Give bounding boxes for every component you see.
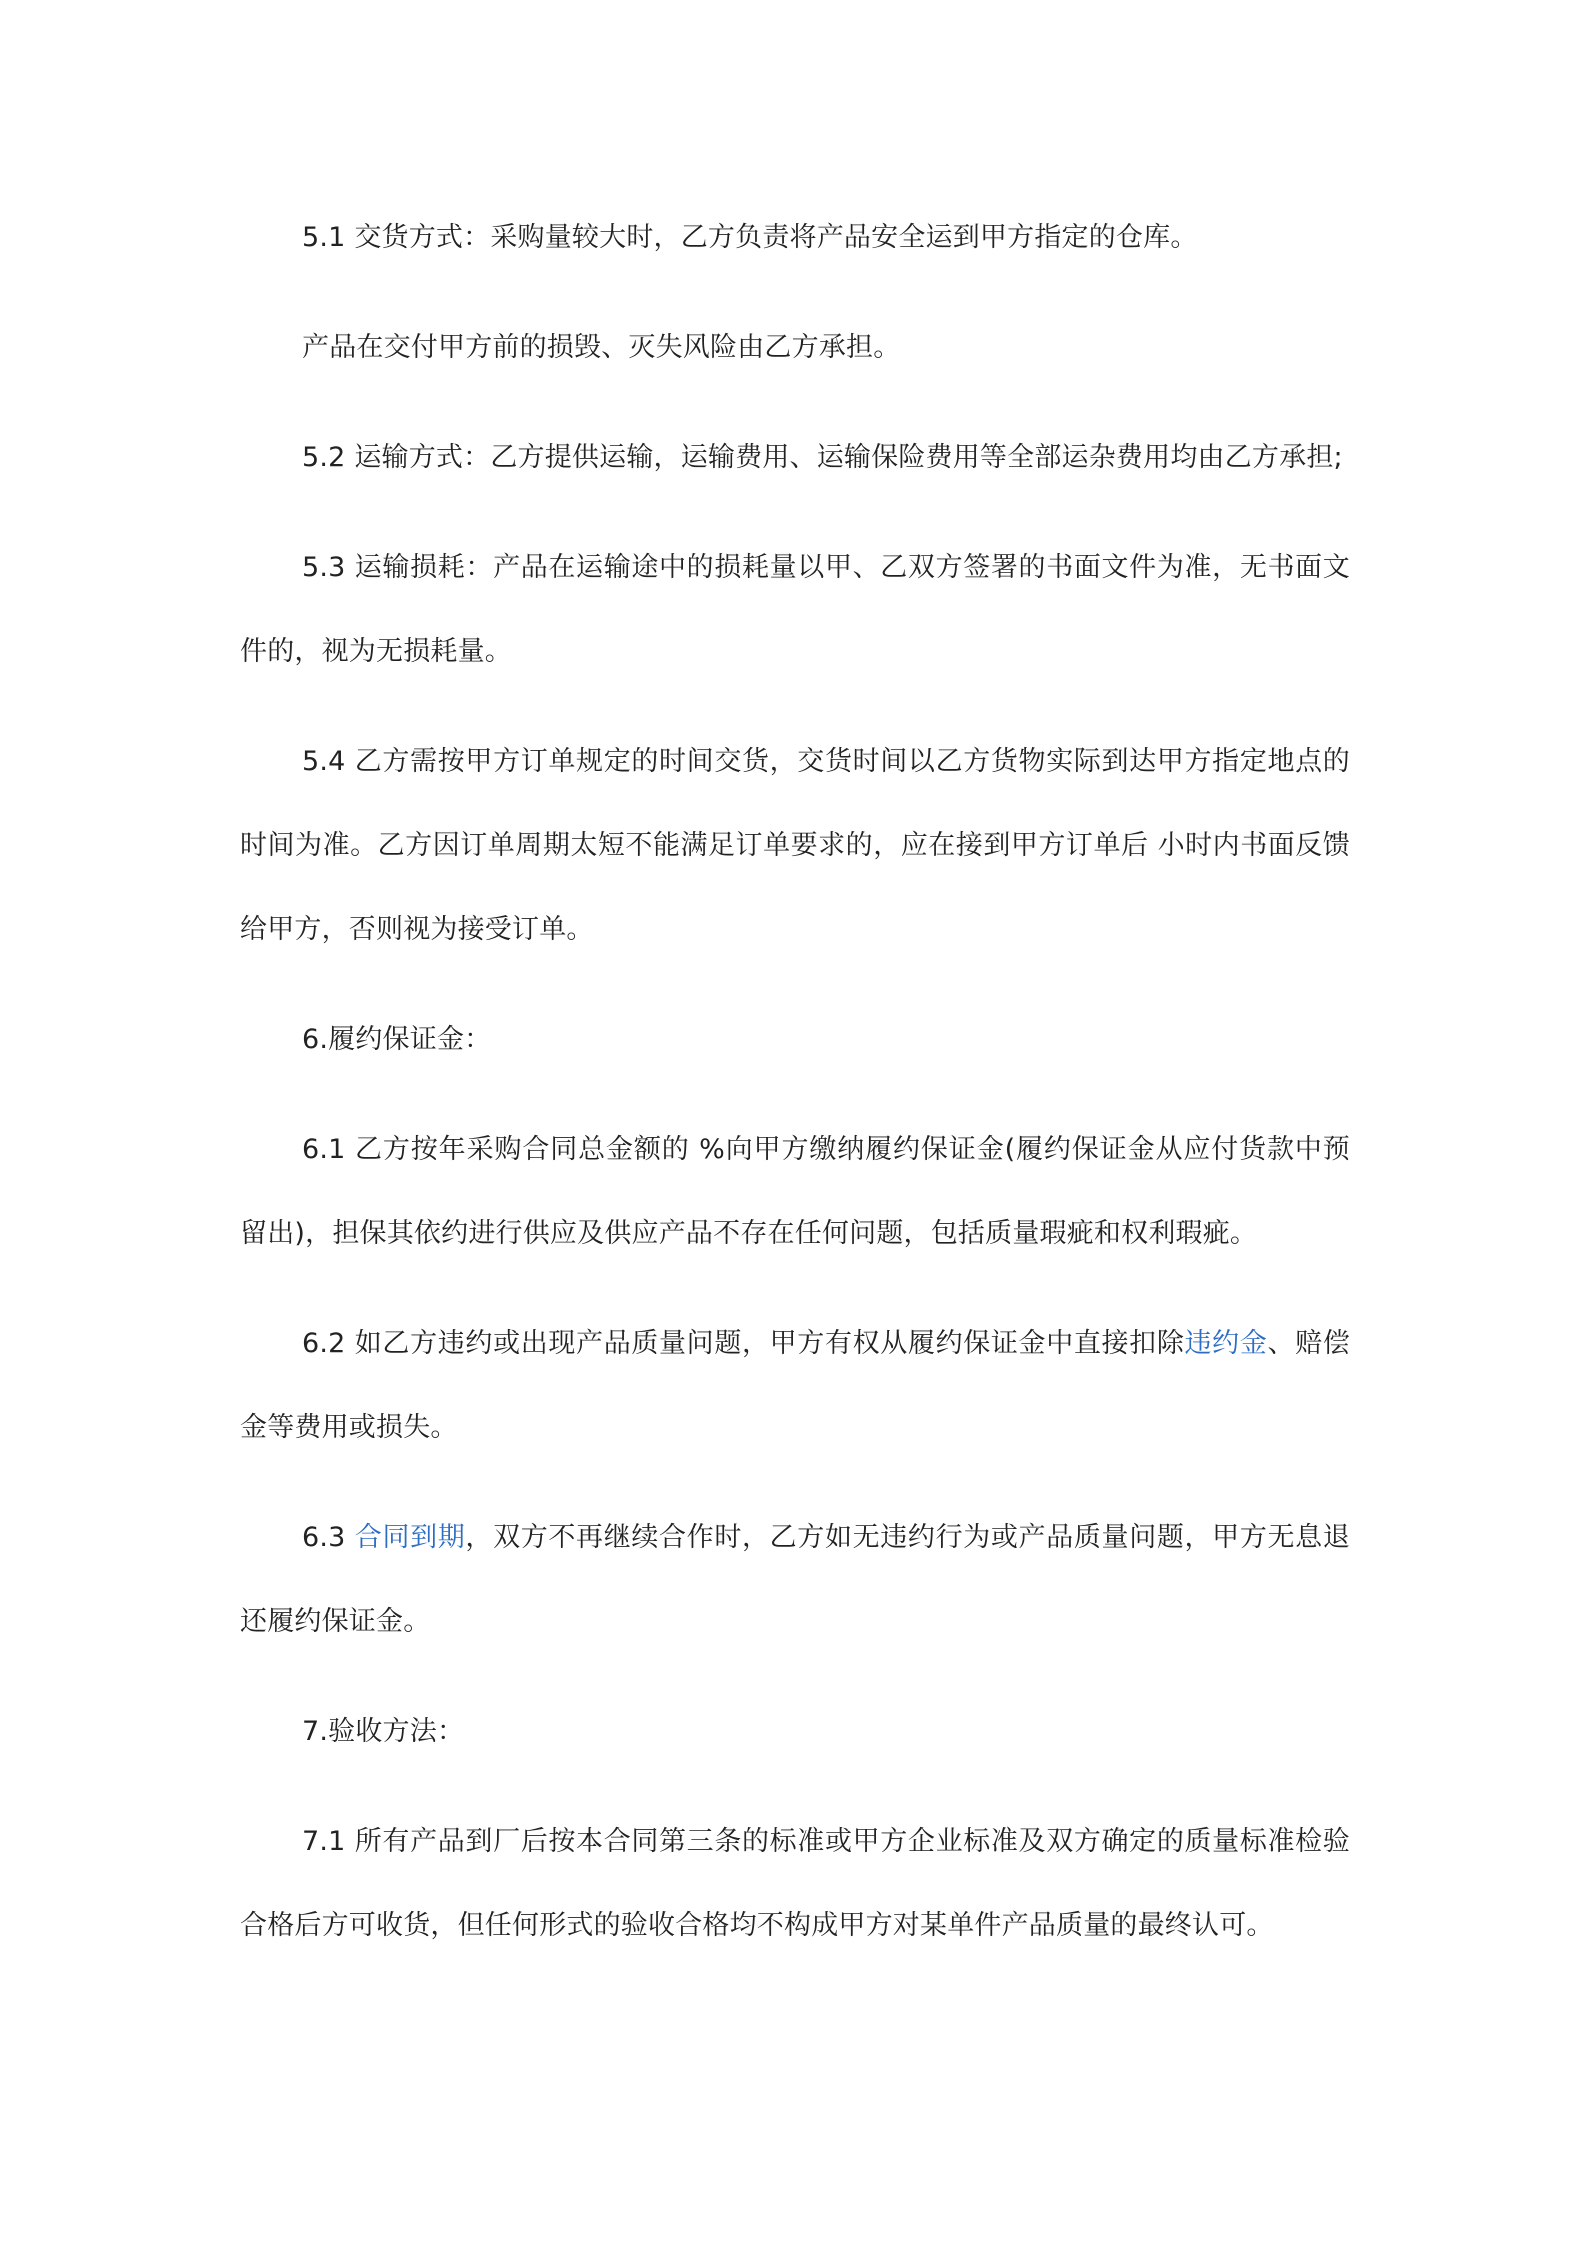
clause-6-3-text-before: 6.3: [302, 1522, 355, 1553]
clause-6-2: [240, 1302, 1350, 1470]
clause-5-1-risk: 产品在交付甲方前的损毁、灭失风险由乙方承担。: [302, 332, 901, 363]
clause-7-1: 7.1 所有产品到厂后按本合同第三条的标准或甲方企业标准及双方确定的质量标准检验合格后方可收货，但任何形式的验收合格均不构成甲方对某单件产品质量的最终认可。: [240, 1826, 1350, 1941]
clause-5-2: 5.2 运输方式：乙方提供运输，运输费用、运输保险费用等全部运杂费用均由乙方承担;: [302, 442, 1343, 473]
clause-5-1: 5.1 交货方式：采购量较大时，乙方负责将产品安全运到甲方指定的仓库。: [302, 222, 1198, 253]
clause-5-4: 5.4 乙方需按甲方订单规定的时间交货，交货时间以乙方货物实际到达甲方指定地点的时间为准。乙方因订单周期太短不能满足订单要求的，应在接到甲方订单后 小时内书面反馈给甲方，否则视为接受订单。: [240, 746, 1350, 945]
clause-6-3: [240, 1496, 1350, 1664]
clause-5-3: 5.3 运输损耗：产品在运输途中的损耗量以甲、乙双方签署的书面文件为准，无书面文件的，视为无损耗量。: [240, 552, 1350, 667]
clause-6-1: 6.1 乙方按年采购合同总金额的 %向甲方缴纳履约保证金(履约保证金从应付货款中预留出)，担保其依约进行供应及供应产品不存在任何问题，包括质量瑕疵和权利瑕疵。: [240, 1134, 1350, 1249]
clause-6-3-text-after: ，双方不再继续合作时，乙方如无违约行为或产品质量问题，甲方无息退还履约保证金。: [240, 1522, 1350, 1637]
liquidated-damages-link[interactable]: 违约金: [1184, 1328, 1268, 1359]
section-7-heading: 7.验收方法：: [302, 1716, 465, 1747]
clause-6-2-text-after: 、赔偿金等费用或损失。: [240, 1328, 1350, 1443]
clause-6-2-text-before: 6.2 如乙方违约或出现产品质量问题，甲方有权从履约保证金中直接扣除: [302, 1328, 1185, 1359]
contract-expiry-link[interactable]: 合同到期: [354, 1522, 466, 1553]
document-body: [240, 196, 1350, 1994]
section-6-heading: 6.履约保证金：: [302, 1024, 492, 1055]
